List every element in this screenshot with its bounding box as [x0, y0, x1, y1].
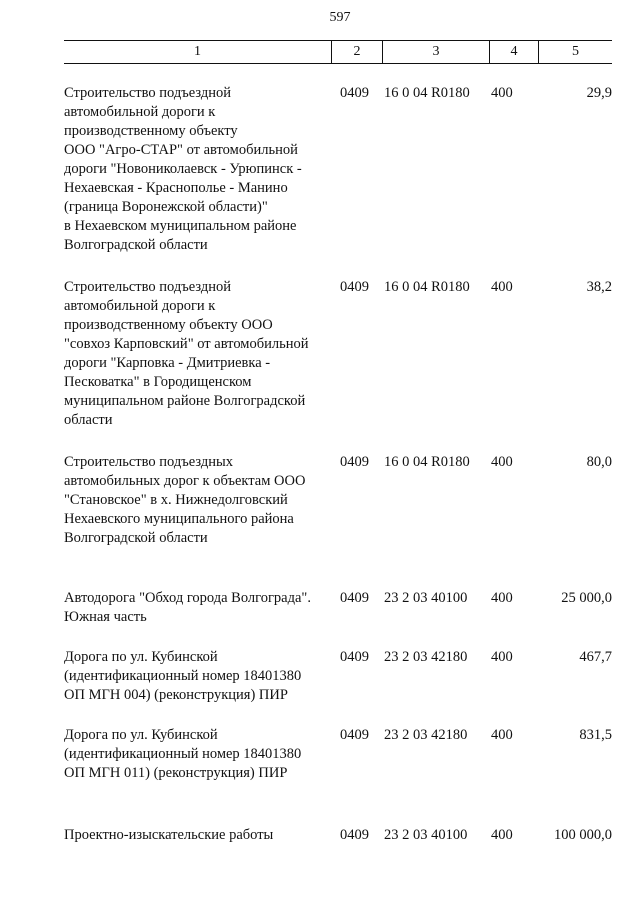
row-target-code: 23 2 03 42180 [384, 649, 468, 665]
row-name: Автодорога "Обход города Волгограда". Южная часть [64, 590, 311, 625]
row-target-code: 23 2 03 42180 [384, 727, 468, 743]
table-header [64, 40, 612, 64]
row-expense-type: 400 [491, 279, 513, 295]
row-amount: 831,5 [579, 727, 612, 743]
row-expense-type: 400 [491, 649, 513, 665]
header-col-5: 5 [538, 41, 612, 63]
row-target-code: 16 0 04 R0180 [384, 279, 470, 295]
row-name: Дорога по ул. Кубинской (идентификационный номер 18401380 ОП МГН 011) (реконструкция) ПИР [64, 727, 302, 781]
row-target-code: 23 2 03 40100 [384, 590, 468, 606]
row-section-code: 0409 [340, 727, 369, 743]
header-col-4: 4 [489, 41, 538, 63]
row-name: Строительство подъездных автомобильных дорог к объектам ООО "Становское" в х. Нижнедолговский Нехаевского муниципального района Волгоградской области [64, 454, 306, 546]
row-expense-type: 400 [491, 727, 513, 743]
row-section-code: 0409 [340, 590, 369, 606]
row-target-code: 23 2 03 40100 [384, 827, 468, 843]
row-expense-type: 400 [491, 590, 513, 606]
row-section-code: 0409 [340, 649, 369, 665]
row-name: Строительство подъездной автомобильной дороги к производственному объекту ООО "Агро-СТАР" от автомобильной дороги "Новониколаевск - Урюпинск - Нехаевская - Краснополье - Манино (граница Воронежской области)" в Нехаевском муниципальном районе Волгоградской области [64, 85, 302, 253]
row-target-code: 16 0 04 R0180 [384, 85, 470, 101]
row-amount: 29,9 [586, 85, 612, 101]
row-expense-type: 400 [491, 85, 513, 101]
header-col-2: 2 [331, 41, 382, 63]
page-number: 597 [329, 10, 351, 25]
row-amount: 467,7 [579, 649, 612, 665]
header-col-3: 3 [382, 41, 489, 63]
row-expense-type: 400 [491, 454, 513, 470]
row-section-code: 0409 [340, 454, 369, 470]
row-name: Дорога по ул. Кубинской (идентификационный номер 18401380 ОП МГН 004) (реконструкция) ПИР [64, 649, 302, 703]
row-target-code: 16 0 04 R0180 [384, 454, 470, 470]
row-amount: 38,2 [586, 279, 612, 295]
row-name: Строительство подъездной автомобильной дороги к производственному объекту ООО "совхоз Карповский" от автомобильной дороги "Карповка - Дмитриевка - Песковатка" в Городищенском муниципальном районе Волгоградской области [64, 279, 309, 428]
row-amount: 80,0 [586, 454, 612, 470]
row-amount: 25 000,0 [561, 590, 612, 606]
header-col-1: 1 [194, 44, 201, 59]
row-expense-type: 400 [491, 827, 513, 843]
row-section-code: 0409 [340, 85, 369, 101]
row-name: Проектно-изыскательские работы [64, 827, 274, 843]
row-amount: 100 000,0 [554, 827, 612, 843]
row-section-code: 0409 [340, 827, 369, 843]
row-section-code: 0409 [340, 279, 369, 295]
